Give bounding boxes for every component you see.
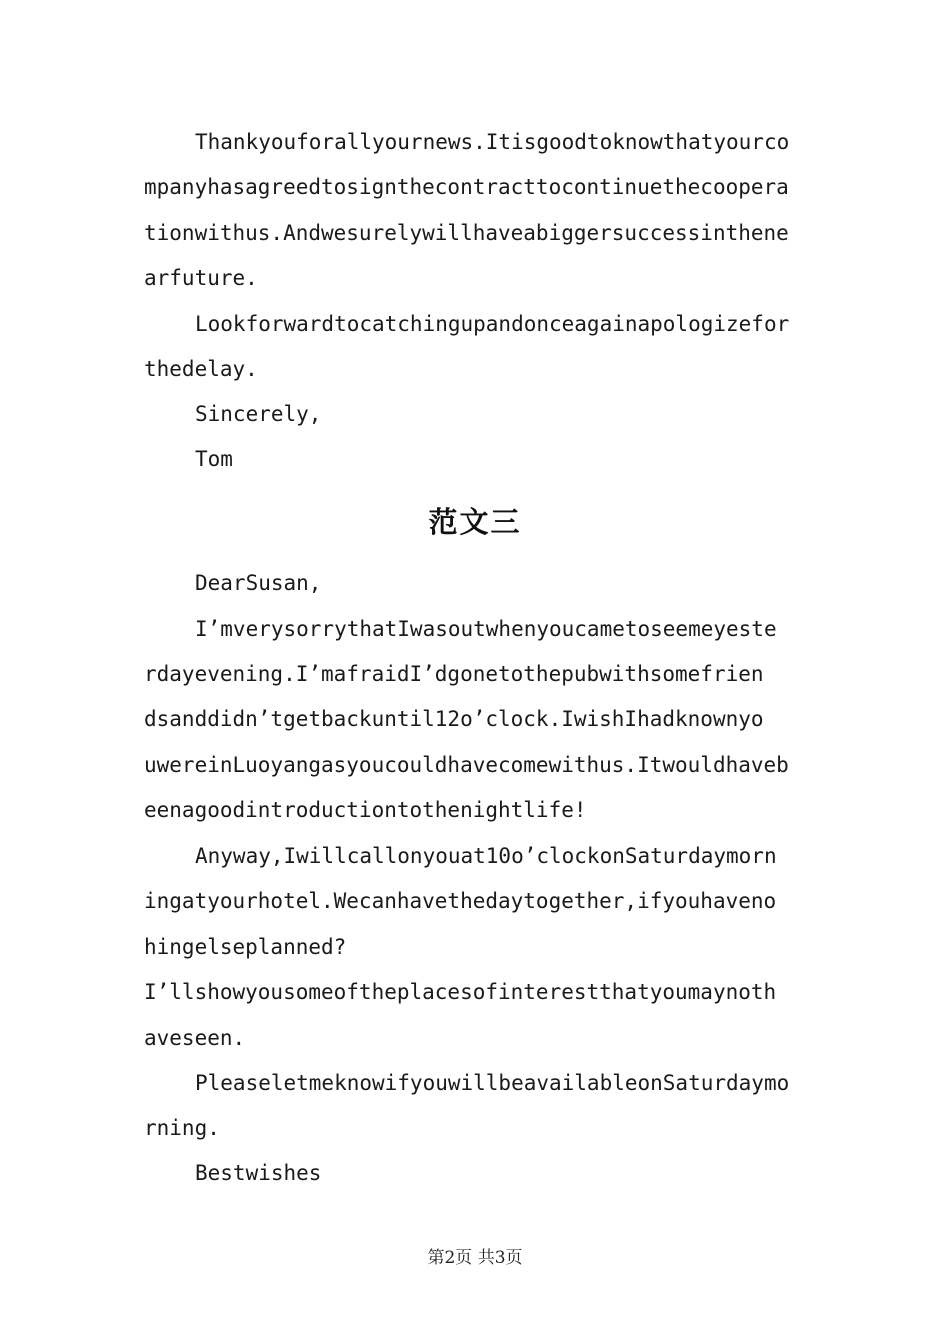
paragraph-line: dsanddidn’tgetbackuntil12o’clock.IwishIhadknownyo xyxy=(144,707,764,731)
paragraph-line: eenagoodintroductiontothenightlife! xyxy=(144,798,587,822)
page-footer: 第2页 共3页 xyxy=(427,1248,523,1268)
signature-line: Tom xyxy=(195,447,233,471)
paragraph-line: aveseen. xyxy=(144,1026,246,1050)
paragraph-line: thedelay. xyxy=(144,357,258,381)
paragraph-line: hingelseplanned? xyxy=(144,935,347,959)
closing-line: Bestwishes xyxy=(195,1161,322,1185)
salutation-line: DearSusan, xyxy=(195,571,322,595)
paragraph-line: Thankyouforallyournews.Itisgoodtoknowthatyourco xyxy=(195,130,790,154)
paragraph-line: arfuture. xyxy=(144,266,258,290)
paragraph-line: mpanyhasagreedtosignthecontracttocontinuethecoopera xyxy=(144,175,789,199)
section-heading: 范文三 xyxy=(428,505,522,539)
closing-line: Sincerely, xyxy=(195,402,322,426)
paragraph-line: ingatyourhotel.Wecanhavethedaytogether,ifyouhaveno xyxy=(144,889,777,913)
paragraph-line: rning. xyxy=(144,1116,220,1140)
paragraph-line: Lookforwardtocatchingupandonceagainapologizefor xyxy=(195,312,790,336)
paragraph-line: Anyway,Iwillcallonyouat10o’clockonSaturdaymorn xyxy=(195,844,777,868)
paragraph-line: I’llshowyousomeoftheplacesofinterestthatyoumaynoth xyxy=(144,980,777,1004)
paragraph-line: rdayevening.I’mafraidI’dgonetothepubwithsomefrien xyxy=(144,662,764,686)
paragraph-line: PleaseletmeknowifyouwillbeavailableonSaturdaymo xyxy=(195,1071,790,1095)
paragraph-line: I’mverysorrythatIwasoutwhenyoucametoseemeyeste xyxy=(195,617,777,641)
paragraph-line: tionwithus.Andwesurelywillhaveabiggersuccessinthene xyxy=(144,221,789,245)
paragraph-line: uwereinLuoyangasyoucouldhavecomewithus.Itwouldhaveb xyxy=(144,753,789,777)
